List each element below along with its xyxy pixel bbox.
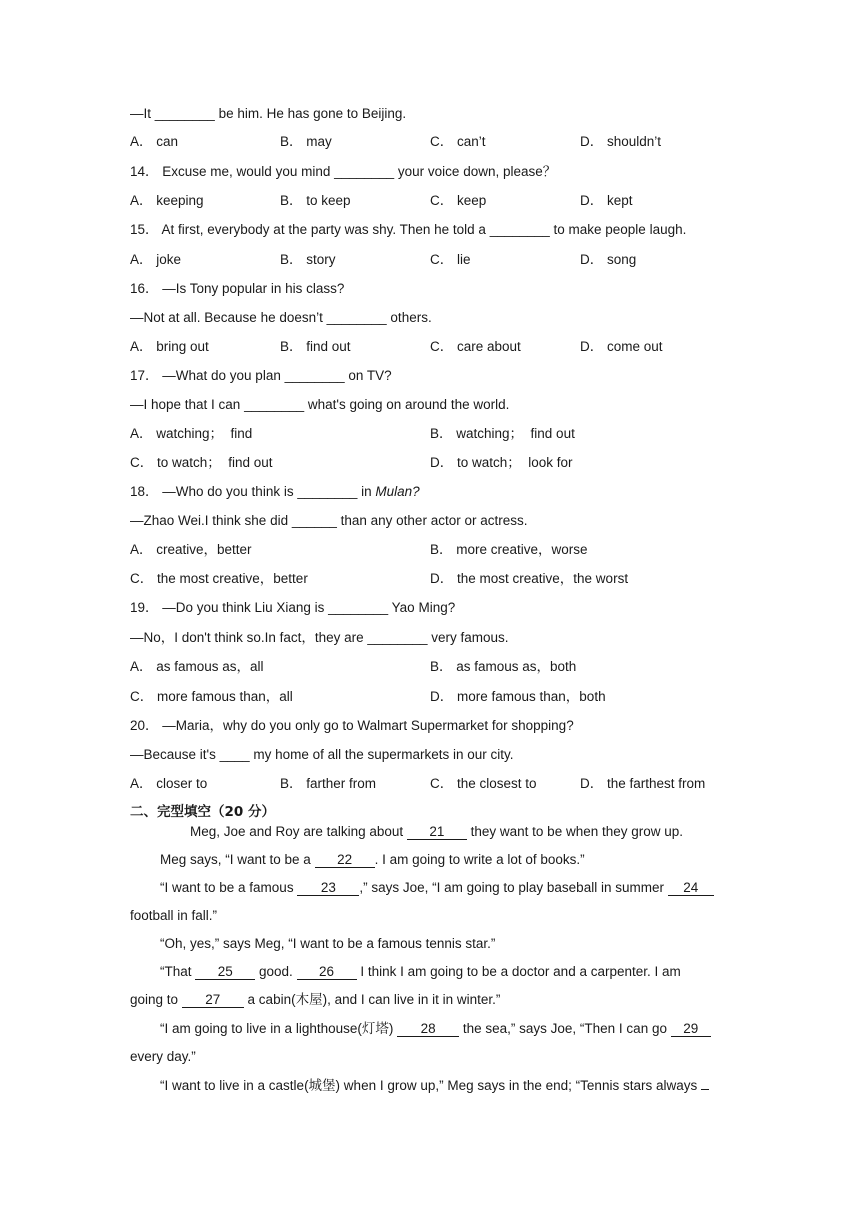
- cloze-blank-25: 25: [195, 964, 255, 980]
- q15-option-a: A． joke: [130, 252, 182, 267]
- q13-option-d: D． shouldn’t: [580, 134, 662, 149]
- q13-option-a: A． can: [130, 134, 179, 149]
- cloze-blank-21: 21: [407, 824, 467, 840]
- cloze-text: ,” says Joe, “I am going to play baseball in summer: [359, 880, 668, 895]
- q13-option-c: C． can’t: [430, 134, 486, 149]
- q15-option-c: C． lie: [430, 252, 471, 267]
- cloze-blank-29: 29: [671, 1021, 711, 1037]
- q17-option-b: B． watching； find out: [430, 426, 575, 441]
- q20-option-d: D． the farthest from: [580, 776, 706, 791]
- q19-option-b: B． as famous as，both: [430, 659, 577, 674]
- cloze-paragraph-6: [160, 1020, 711, 1038]
- cloze-text: I think I am going to be a doctor and a carpenter. I am: [356, 964, 681, 979]
- cloze-text: . I am going to write a lot of books.”: [374, 852, 585, 867]
- q18-option-b: B． more creative，worse: [430, 542, 588, 557]
- question-19-reply: —No，I don't think so.In fact，they are ________ very famous.: [130, 630, 509, 645]
- question-16-reply: —Not at all. Because he doesn’t ________ others.: [130, 310, 432, 325]
- question-19-stem: 19． —Do you think Liu Xiang is ________ Yao Ming?: [130, 600, 456, 615]
- cloze-paragraph-3-cont: football in fall.”: [130, 908, 218, 923]
- cloze-text: going to: [130, 992, 182, 1007]
- question-14-stem: 14． Excuse me, would you mind ________ your voice down, please？: [130, 164, 557, 179]
- cloze-paragraph-5: [160, 963, 681, 981]
- q16-option-b: B． find out: [280, 339, 351, 354]
- cloze-text: they want to be when they grow up.: [466, 824, 684, 839]
- cloze-blank-27: 27: [182, 992, 244, 1008]
- q15-option-d: D． song: [580, 252, 637, 267]
- question-20-stem: 20． —Maria，why do you only go to Walmart Supermarket for shopping?: [130, 718, 574, 733]
- question-17-reply: —I hope that I can ________ what's going on around the world.: [130, 397, 510, 412]
- cloze-text: “I am going to live in a lighthouse(灯塔): [160, 1021, 398, 1036]
- q16-option-c: C． care about: [430, 339, 521, 354]
- cloze-text: good.: [255, 964, 297, 979]
- q17-option-a: A． watching； find: [130, 426, 253, 441]
- q20-option-c: C． the closest to: [430, 776, 537, 791]
- cloze-text: “That: [160, 964, 196, 979]
- cloze-paragraph-1: [190, 823, 683, 841]
- q19-option-a: A． as famous as，all: [130, 659, 264, 674]
- cloze-text: “I want to live in a castle(城堡) when I grow up,” Meg says in the end; “Tennis stars always: [160, 1078, 701, 1093]
- question-18-stem: [130, 483, 420, 501]
- section-2-title: 二、完型填空（20 分）: [130, 804, 275, 820]
- question-18-reply: —Zhao Wei.I think she did ______ than any other actor or actress.: [130, 513, 528, 528]
- cloze-paragraph-2: [160, 851, 585, 869]
- q18-option-a: A． creative，better: [130, 542, 252, 557]
- cloze-paragraph-4: “Oh, yes,” says Meg, “I want to be a famous tennis star.”: [160, 936, 496, 951]
- q20-option-a: A． closer to: [130, 776, 208, 791]
- q18-movie-title: Mulan?: [375, 484, 420, 499]
- cloze-paragraph-7: [160, 1077, 709, 1095]
- q18-option-d: D． the most creative，the worst: [430, 571, 629, 586]
- q17-option-c: C． to watch； find out: [130, 455, 273, 470]
- cloze-blank-22: 22: [315, 852, 375, 868]
- q14-option-a: A． keeping: [130, 193, 204, 208]
- q16-option-a: A． bring out: [130, 339, 209, 354]
- cloze-text: Meg says, “I want to be a: [160, 852, 315, 867]
- q17-option-d: D． to watch； look for: [430, 455, 573, 470]
- cloze-blank-23: 23: [297, 880, 359, 896]
- cloze-blank-26: 26: [297, 964, 357, 980]
- q19-option-d: D． more famous than，both: [430, 689, 606, 704]
- q13-option-b: B． may: [280, 134, 332, 149]
- q15-option-b: B． story: [280, 252, 336, 267]
- question-20-reply: —Because it's ____ my home of all the supermarkets in our city.: [130, 747, 514, 762]
- q19-option-c: C． more famous than，all: [130, 689, 293, 704]
- question-17-stem: 17． —What do you plan ________ on TV?: [130, 368, 392, 383]
- question-15-stem: 15． At first, everybody at the party was shy. Then he told a ________ to make people laugh.: [130, 222, 687, 237]
- question-13-stem: —It ________ be him. He has gone to Beijing.: [130, 106, 407, 121]
- q20-option-b: B． farther from: [280, 776, 377, 791]
- q14-option-b: B． to keep: [280, 193, 351, 208]
- cloze-text: “I want to be a famous: [160, 880, 298, 895]
- q18-option-c: C． the most creative，better: [130, 571, 308, 586]
- cloze-blank-28: 28: [397, 1021, 459, 1037]
- cloze-text: Meg, Joe and Roy are talking about: [190, 824, 407, 839]
- cloze-paragraph-5-cont: [130, 991, 500, 1009]
- cloze-paragraph-3: [160, 879, 714, 897]
- cloze-blank-30: [701, 1089, 709, 1090]
- cloze-blank-24: 24: [668, 880, 714, 896]
- cloze-text: the sea,” says Joe, “Then I can go: [459, 1021, 671, 1036]
- cloze-text: a cabin(木屋), and I can live in it in winter.”: [243, 992, 501, 1007]
- q14-option-c: C． keep: [430, 193, 487, 208]
- q14-option-d: D． kept: [580, 193, 633, 208]
- cloze-paragraph-6-cont: every day.”: [130, 1049, 196, 1064]
- question-16-stem: 16． —Is Tony popular in his class?: [130, 281, 345, 296]
- q18-stem-text: 18． —Who do you think is ________ in: [130, 484, 376, 499]
- q16-option-d: D． come out: [580, 339, 663, 354]
